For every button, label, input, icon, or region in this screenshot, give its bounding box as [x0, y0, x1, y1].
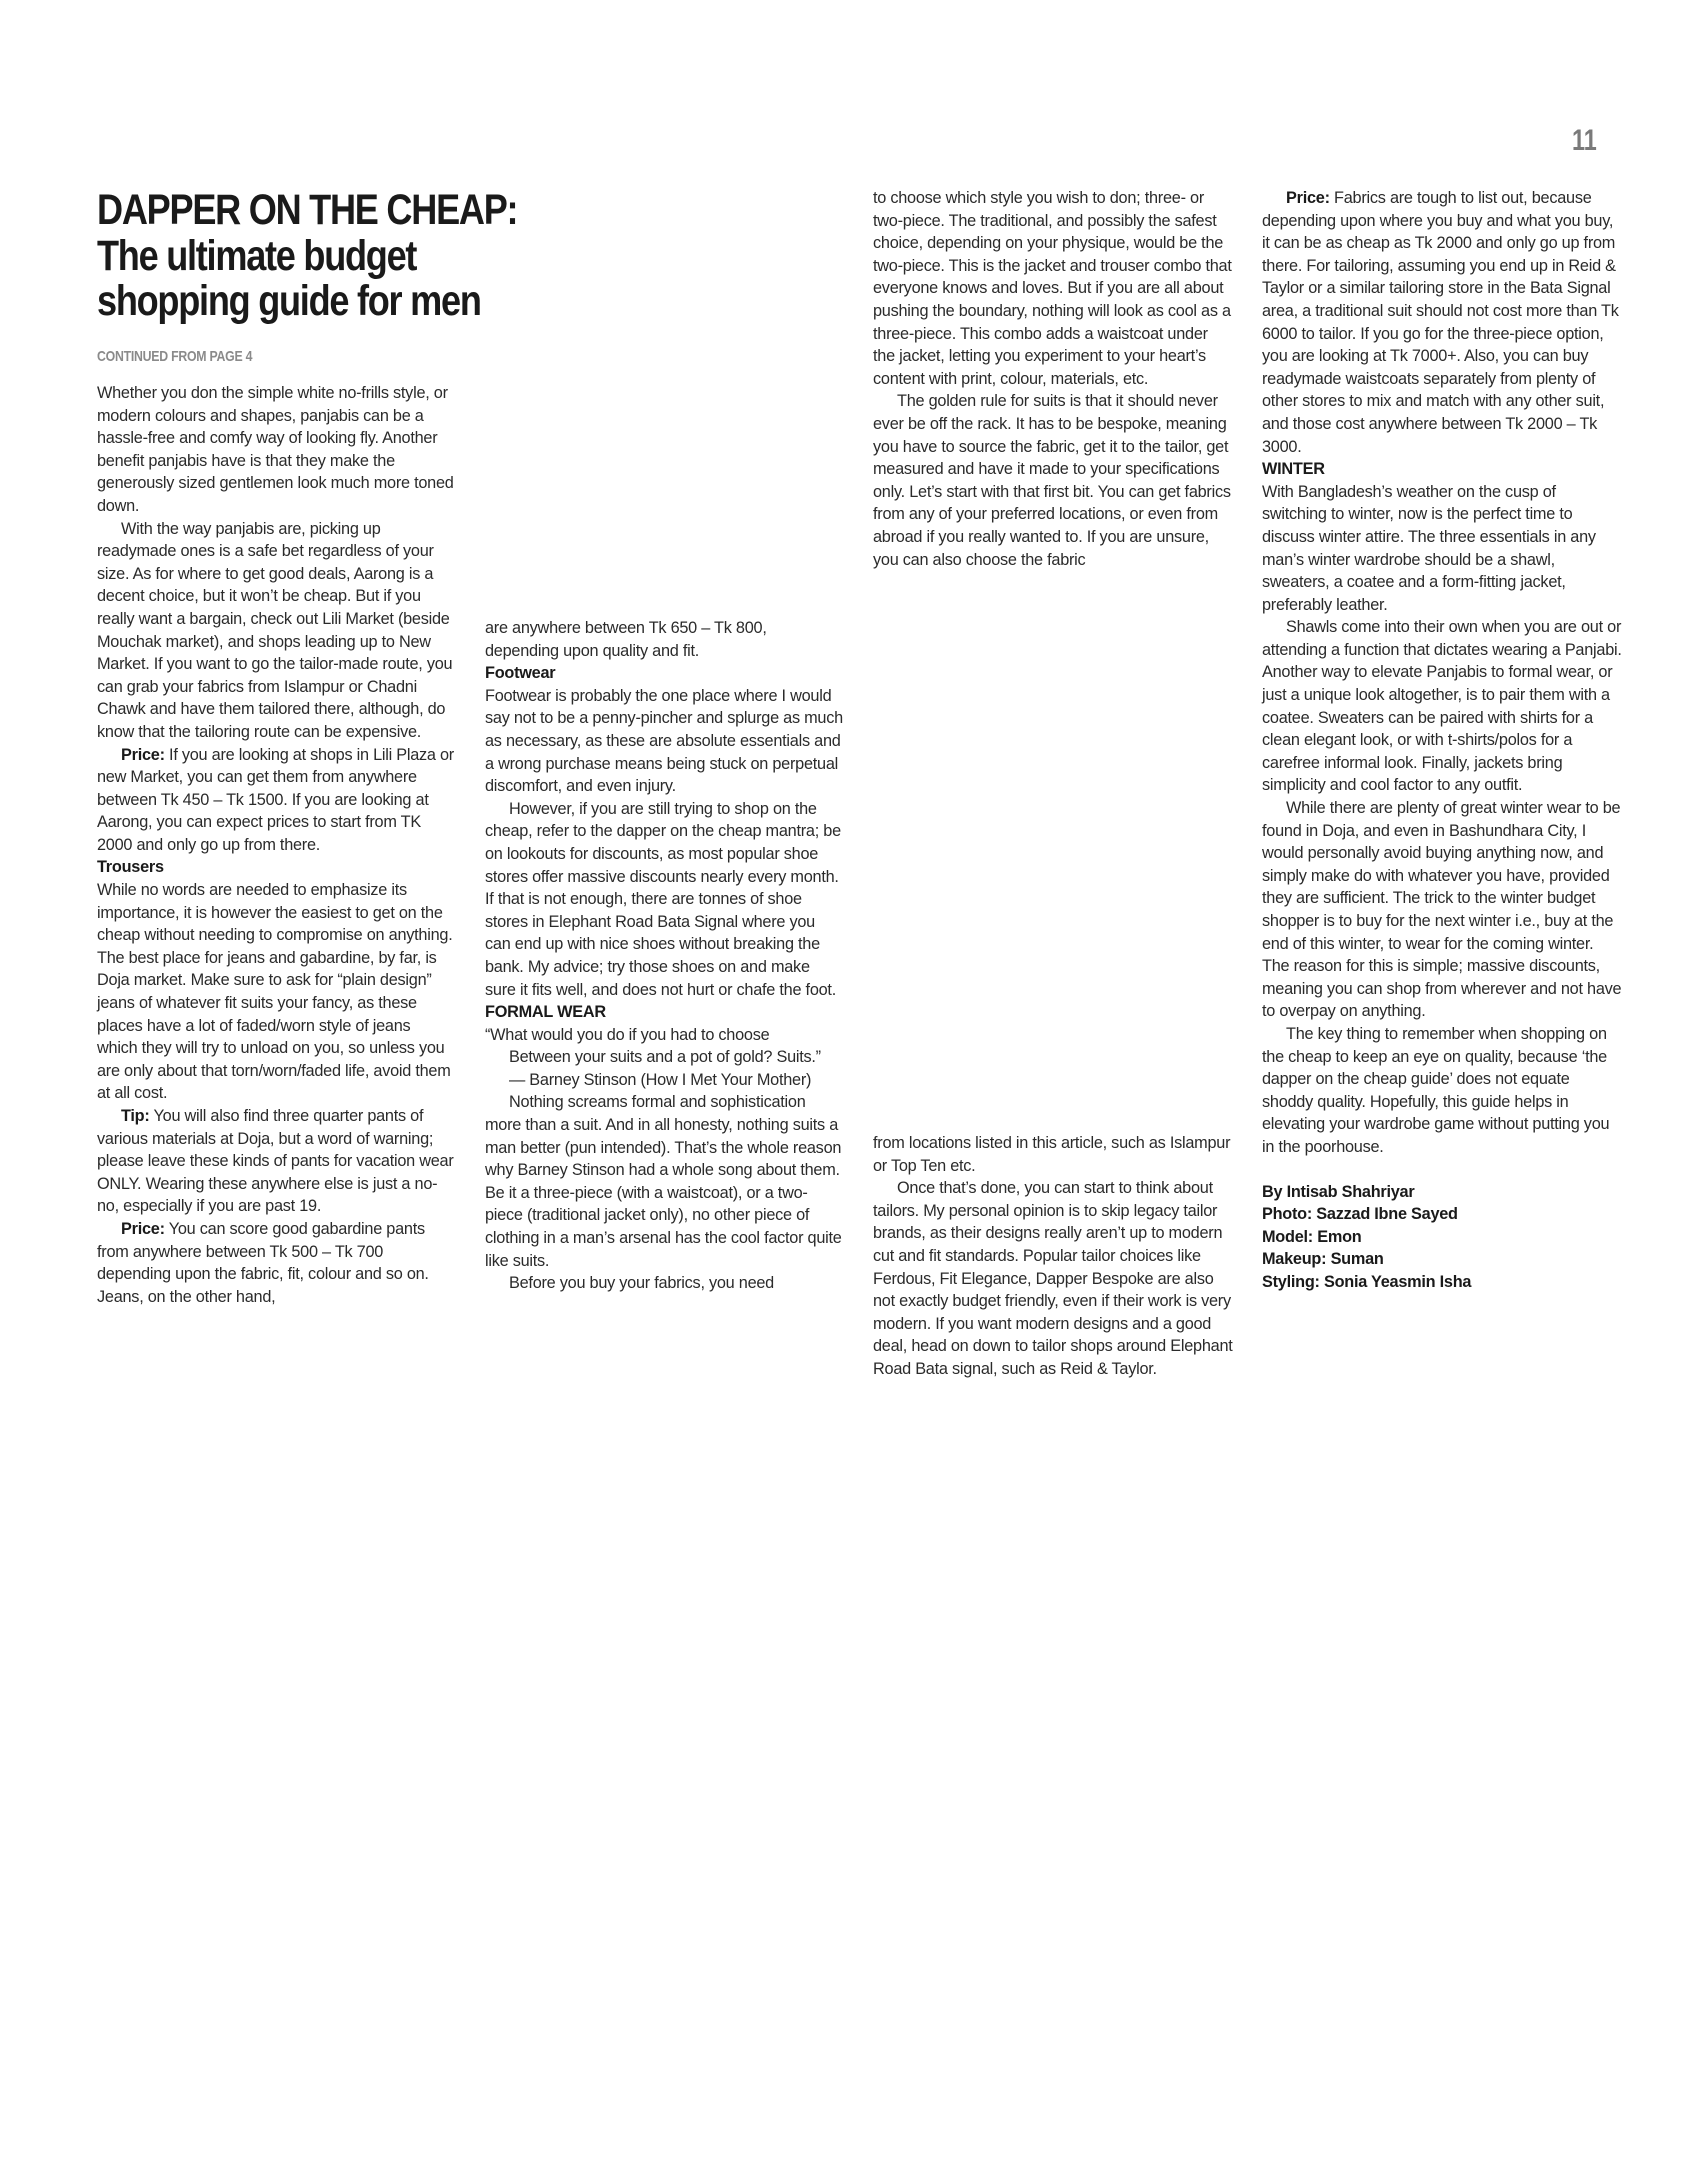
- paragraph: The key thing to remember when shopping on the cheap to keep an eye on quality, because ‘the dapper on the cheap guide’ does not equate shoddy quality. Hopefully, this guide helps in elevating your wardrobe game without putting you in the poorhouse.: [1262, 1024, 1610, 1156]
- subheading-footwear: Footwear: [485, 664, 556, 683]
- paragraph: [97, 744, 455, 857]
- column-2: [485, 617, 843, 1295]
- paragraph: However, if you are still trying to shop on the cheap, refer to the dapper on the cheap mantra; be on lookouts for discounts, as most popular shoe stores offer massive discounts nearly every month. If that is not enough, there are tonnes of shoe stores in Elephant Road Bata Signal where you can end up with nice shoes without breaking the bank. My advice; try those shoes on and make sure it fits well, and does not hurt or chafe the foot.: [485, 799, 841, 999]
- paragraph: are anywhere between Tk 650 – Tk 800, depending upon quality and fit.: [485, 619, 767, 660]
- paragraph: Once that’s done, you can start to think about tailors. My personal opinion is to skip legacy tailor brands, as their designs really aren’t up to modern cut and fit standards. Popular tailor choices like Ferdous, Fit Elegance, Dapper Bespoke are also not exactly budget friendly, even if their work is very modern. If you want modern designs and a good deal, head on down to tailor shops around Elephant Road Bata signal, such as Reid & Taylor.: [873, 1179, 1233, 1378]
- paragraph-text: You can score good gabardine pants from anywhere between Tk 500 – Tk 700 depending upon the fabric, fit, colour and so on. Jeans, on the other hand,: [97, 1219, 429, 1306]
- price-label: Price:: [1286, 189, 1330, 207]
- spacer: [1262, 1159, 1624, 1181]
- column-1: [97, 382, 455, 1308]
- credit-makeup: Makeup: Suman: [1262, 1250, 1384, 1269]
- paragraph: While no words are needed to emphasize its importance, it is however the easiest to get on the cheap without needing to compromise on anything. The best place for jeans and gabardine, by far, is Doja market. Make sure to ask for “plain design” jeans of whatever fit suits your fancy, as these places have a lot of faded/worn style of jeans which they will try to unload on you, so unless you are only about that torn/worn/faded life, avoid them at all cost.: [97, 881, 453, 1103]
- paragraph: Footwear is probably the one place where I would say not to be a penny-pincher and splurge as much as necessary, as these are absolute essentials and a wrong purchase means being stuck on perpetual discomfort, and even injury.: [485, 686, 843, 796]
- quote-line: “What would you do if you had to choose: [485, 1025, 770, 1044]
- quote-line: Between your suits and a pot of gold? Suits.”: [509, 1048, 821, 1067]
- paragraph: Nothing screams formal and sophistication more than a suit. And in all honesty, nothing suits a man better (pun intended). That’s the whole reason why Barney Stinson had a whole song about them. Be it a three-piece (with a waistcoat), or a two-piece (traditional jacket only), no other piece of clothing in a man’s arsenal has the cool factor quite like suits.: [485, 1093, 842, 1270]
- quote-attribution: — Barney Stinson (How I Met Your Mother): [509, 1070, 812, 1089]
- paragraph: The golden rule for suits is that it should never ever be off the rack. It has to be bespoke, meaning you have to source the fabric, get it to the tailor, get measured and have it made to your specifications only. Let’s start with that first bit. You can get fabrics from any of your preferred locations, or even from abroad if you really wanted to. If you are unsure, you can also choose the fabric: [873, 392, 1231, 569]
- paragraph: Before you buy your fabrics, you need: [509, 1274, 774, 1293]
- paragraph: to choose which style you wish to don; three- or two-piece. The traditional, and possibly the safest choice, depending on your physique, would be the two-piece. This is the jacket and trouser combo that everyone knows and loves. But if you are all about pushing the boundary, nothing will look as cool as a three-piece. This combo adds a waistcoat under the jacket, letting you experiment to your heart’s content with print, colour, materials, etc.: [873, 189, 1232, 388]
- paragraph-text: You will also find three quarter pants of various materials at Doja, but a word of warning; please leave these kinds of pants for vacation wear ONLY. Wearing these anywhere else is just a no-no, especially if you are past 19.: [97, 1107, 454, 1216]
- paragraph: [97, 1105, 455, 1218]
- paragraph: With the way panjabis are, picking up readymade ones is a safe bet regardless of your size. As for where to get good deals, Aarong is a decent choice, but it won’t be cheap. But if you really want a bargain, check out Lili Market (beside Mouchak market), and shops leading up to New Market. If you want to go the tailor-made route, you can grab your fabrics from Islampur or Chadni Chawk and have them tailored there, although, do know that the tailoring route can be expensive.: [97, 519, 453, 741]
- price-label: Price:: [121, 1219, 165, 1238]
- paragraph: While there are plenty of great winter wear to be found in Doja, and even in Bashundhara City, I would personally avoid buying anything now, and simply make do with whatever you have, provided they are sufficient. The trick to the winter budget shopper is to buy for the next winter i.e., buy at the end of this winter, to wear for the coming winter. The reason for this is simple; massive discounts, meaning you can shop from wherever and not have to overpay on anything.: [1262, 799, 1622, 1021]
- credit-model: Model: Emon: [1262, 1227, 1362, 1246]
- credit-byline: By Intisab Shahriyar: [1262, 1182, 1415, 1201]
- paragraph: Shawls come into their own when you are out or attending a function that dictates wearing a Panjabi. Another way to elevate Panjabis to formal wear, or just a unique look altogether, is to pair them with a coatee. Sweaters can be paired with shirts for a clean elegant look, or with t-shirts/polos for a carefree informal look. Finally, jackets bring simplicity and cool factor to any outfit.: [1262, 618, 1622, 795]
- headline-line-1: DAPPER ON THE CHEAP:: [97, 186, 518, 234]
- paragraph-text: If you are looking at shops in Lili Plaza or new Market, you can get them from anywhere between Tk 450 – Tk 1500. If you are looking at Aarong, you can expect prices to start from TK 2000 and only go up from there.: [97, 745, 454, 854]
- headline-line-2: The ultimate budget: [97, 231, 417, 280]
- tip-label: Tip:: [121, 1107, 150, 1125]
- price-label: Price:: [121, 745, 165, 764]
- column-3-top: [873, 187, 1233, 571]
- paragraph: from locations listed in this article, such as Islampur or Top Ten etc.: [873, 1134, 1231, 1175]
- continued-note: CONTINUED FROM PAGE 4: [97, 348, 253, 365]
- column-3-bottom: [873, 1132, 1233, 1381]
- paragraph: [97, 1218, 455, 1308]
- subheading-winter: WINTER: [1262, 460, 1325, 479]
- paragraph: With Bangladesh’s weather on the cusp of switching to winter, now is the perfect time to discuss winter attire. The three essentials in any man’s winter wardrobe should be a shawl, sweaters, a coatee and a form-fitting jacket, preferably leather.: [1262, 482, 1596, 614]
- page-number: 11: [1572, 124, 1597, 157]
- credit-styling: Styling: Sonia Yeasmin Isha: [1262, 1272, 1472, 1291]
- paragraph-text: Fabrics are tough to list out, because depending upon where you buy and what you buy, it can be as cheap as Tk 2000 and only go up from there. For tailoring, assuming you end up in Reid & Taylor or a similar tailoring store in the Bata Signal area, a traditional suit should not cost more than Tk 6000 to tailor. If you go for the three-piece option, you are looking at Tk 7000+. Also, you can buy readymade waistcoats separately from plenty of other stores to mix and match with any other suit, and those cost anywhere between Tk 2000 – Tk 3000.: [1262, 189, 1619, 456]
- headline-line-3: shopping guide for men: [97, 277, 481, 325]
- column-4: [1262, 187, 1624, 1294]
- article-headline: [97, 186, 518, 325]
- subheading-formal-wear: FORMAL WEAR: [485, 1003, 606, 1022]
- subheading-trousers: Trousers: [97, 858, 164, 877]
- credit-photo: Photo: Sazzad Ibne Sayed: [1262, 1205, 1458, 1224]
- paragraph: Whether you don the simple white no-frills style, or modern colours and shapes, panjabis can be a hassle-free and comfy way of looking fly. Another benefit panjabis have is that they make the generously sized gentlemen look much more toned down.: [97, 384, 454, 515]
- paragraph: [1262, 187, 1624, 458]
